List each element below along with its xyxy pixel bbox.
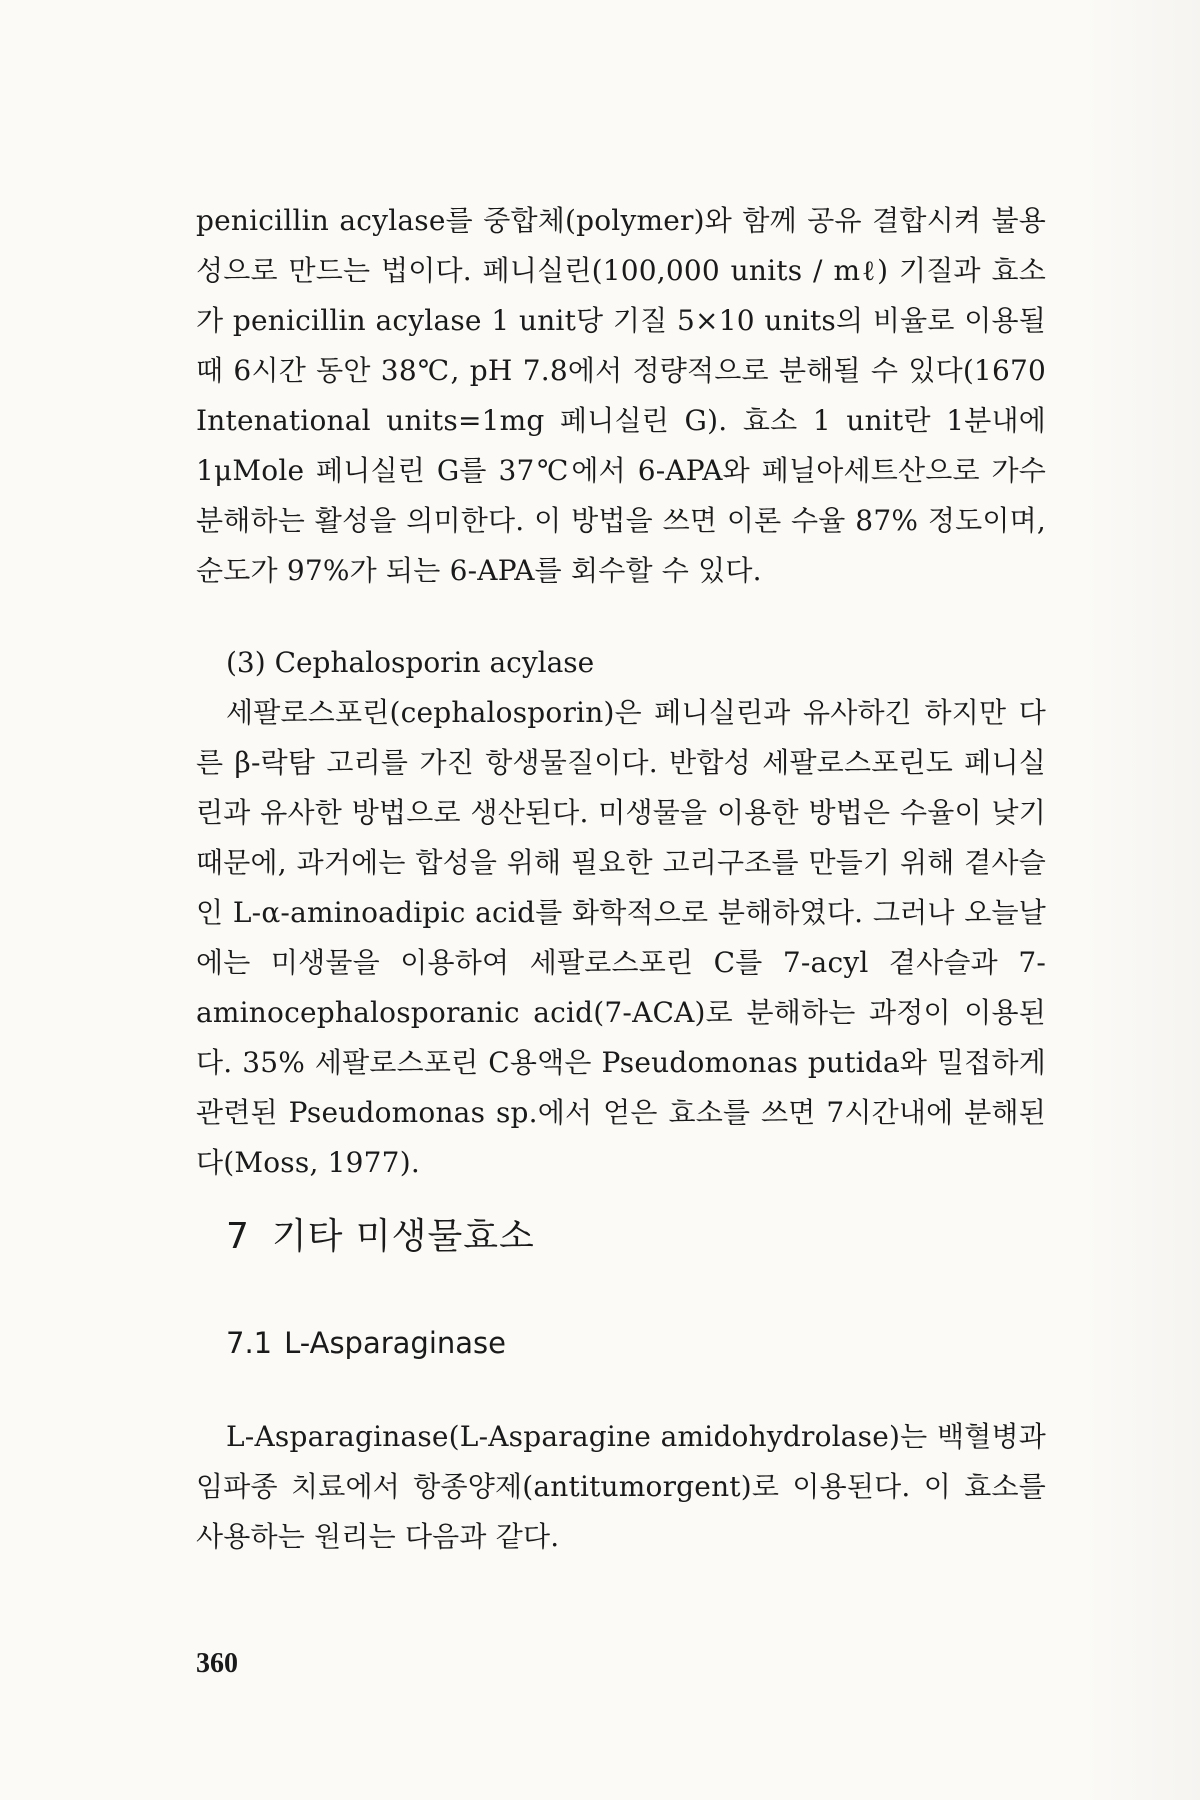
section-title: 기타 미생물효소	[271, 1216, 535, 1257]
section-heading	[226, 1212, 535, 1262]
paragraph-penicillin-acylase: penicillin acylase를 중합체(polymer)와 함께 공유 결합시켜 불용성으로 만드는 법이다. 페니실린(100,000 units / mℓ) 기질과 효소가 penicillin acylase 1 unit당 기질 5×10 units의 비율로 이용될 때 6시간 동안 38℃, pH 7.8에서 정량적으로 분해될 수 있다(1670 Intenational units=1mg 페니실린 G). 효소 1 unit란 1분내에 1μMole 페니실린 G를 37℃에서 6-APA와 페닐아세트산으로 가수분해하는 활성을 의미한다. 이 방법을 쓰면 이론 수율 87% 정도이며, 순도가 97%가 되는 6-APA를 회수할 수 있다.	[196, 204, 1046, 587]
subheading-cephalosporin-acylase: (3) Cephalosporin acylase	[226, 646, 595, 679]
section-number: 7	[226, 1216, 250, 1257]
scan-shading	[1080, 0, 1200, 1800]
paragraph-asparaginase: L-Asparaginase(L-Asparagine amidohydrolase)는 백혈병과 임파종 치료에서 항종양제(antitumorgent)로 이용된다. 이 효소를 사용하는 원리는 다음과 같다.	[196, 1420, 1046, 1553]
subsection-number: 7.1	[226, 1326, 273, 1360]
page-number: 360	[196, 1648, 238, 1679]
paragraph-cephalosporin: 세팔로스포린(cephalosporin)은 페니실린과 유사하긴 하지만 다른 β-락탐 고리를 가진 항생물질이다. 반합성 세팔로스포린도 페니실린과 유사한 방법으로 생산된다. 미생물을 이용한 방법은 수율이 낮기 때문에, 과거에는 합성을 위해 필요한 고리구조를 만들기 위해 곁사슬인 L-α-aminoadipic acid를 화학적으로 분해하였다. 그러나 오늘날에는 미생물을 이용하여 세팔로스포린 C를 7-acyl 곁사슬과 7-aminocephalosporanic acid(7-ACA)로 분해하는 과정이 이용된다. 35% 세팔로스포린 C용액은 Pseudomonas putida와 밀접하게 관련된 Pseudomonas sp.에서 얻은 효소를 쓰면 7시간내에 분해된다(Moss, 1977).	[196, 696, 1046, 1179]
subsection-title: L-Asparaginase	[284, 1326, 506, 1360]
subsection-heading	[226, 1318, 506, 1368]
